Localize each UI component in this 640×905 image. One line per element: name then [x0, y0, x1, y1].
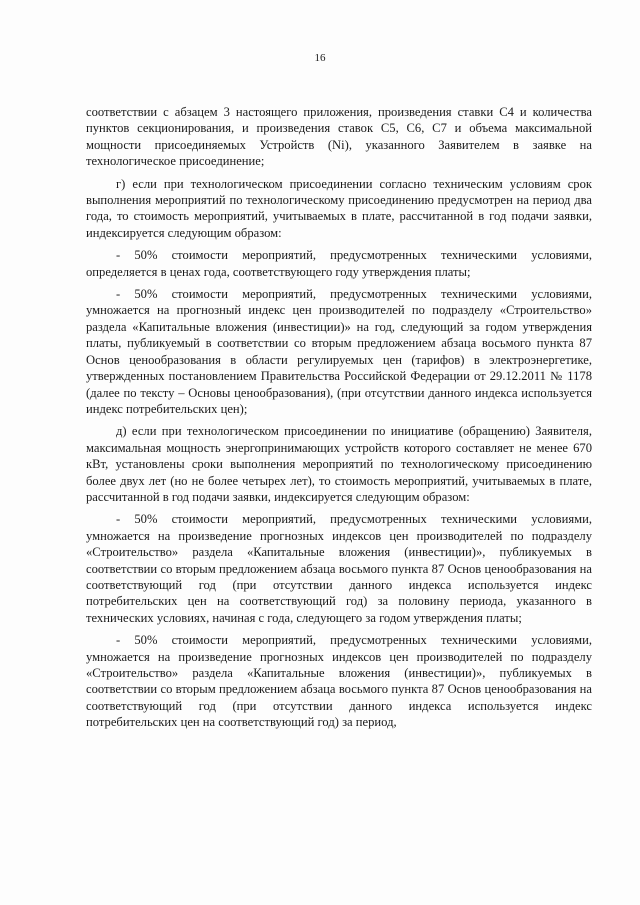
document-body [86, 104, 592, 737]
paragraph-d-bullet-1: - 50% стоимости мероприятий, предусмотренных техническими условиями, умножается на произведение прогнозных индексов цен производителей по подразделу «Строительство» раздела «Капитальные вложения (инвестиции)», публикуемых в соответствии со вторым предложением абзаца восьмого пункта 87 Основ ценообразования на соответствующий год (при отсутствии данного индекса используется индекс потребительских цен на соответствующий год) за половину периода, указанного в технических условиях, начиная с года, следующего за годом утверждения платы; [86, 512, 592, 625]
paragraph-item-g: г) если при технологическом присоединении согласно техническим условиям срок выполнения мероприятий по технологическому присоединению предусмотрен на период два года, то стоимость мероприятий, учитываемых в плате, рассчитанной в год подачи заявки, индексируется следующим образом: [86, 176, 592, 240]
paragraph-g-bullet-1: - 50% стоимости мероприятий, предусмотренных техническими условиями, определяется в ценах года, соответствующего году утверждения платы; [86, 248, 592, 279]
paragraph-g-bullet-2: - 50% стоимости мероприятий, предусмотренных техническими условиями, умножается на прогнозный индекс цен производителей по подразделу «Строительство» раздела «Капитальные вложения (инвестиции)» на год, следующий за годом утверждения платы, публикуемый в соответствии со вторым предложением абзаца восьмого пункта 87 Основ ценообразования в области регулируемых цен (тарифов) в электроэнергетике, утвержденных постановлением Правительства Российской Федерации от 29.12.2011 № 1178 (далее по тексту – Основы ценообразования), (при отсутствии данного индекса используется индекс потребительских цен); [86, 287, 592, 416]
paragraph-item-d: д) если при технологическом присоединении по инициативе (обращению) Заявителя, максимальная мощность энергопринимающих устройств которого составляет не менее 670 кВт, установлены сроки выполнения мероприятий по технологическому присоединению более двух лет (но не более четырех лет), то стоимость мероприятий, учитываемых в плате, рассчитанной в год подачи заявки, индексируется следующим образом: [86, 424, 592, 504]
paragraph-continuation: соответствии с абзацем 3 настоящего приложения, произведения ставки С4 и количества пунктов секционирования, и произведения ставок С5, С6, С7 и объема максимальной мощности присоединяемых Устройств (Ni), указанного Заявителем в заявке на технологическое присоединение; [86, 105, 592, 169]
page-number: 16 [314, 52, 326, 64]
paragraph-d-bullet-2: - 50% стоимости мероприятий, предусмотренных техническими условиями, умножается на произведение прогнозных индексов цен производителей по подразделу «Строительство» раздела «Капитальные вложения (инвестиции)», публикуемых в соответствии со вторым предложением абзаца восьмого пункта 87 Основ ценообразования на соответствующий год (при отсутствии данного индекса используется индекс потребительских цен на соответствующий год) за период, [86, 633, 592, 730]
